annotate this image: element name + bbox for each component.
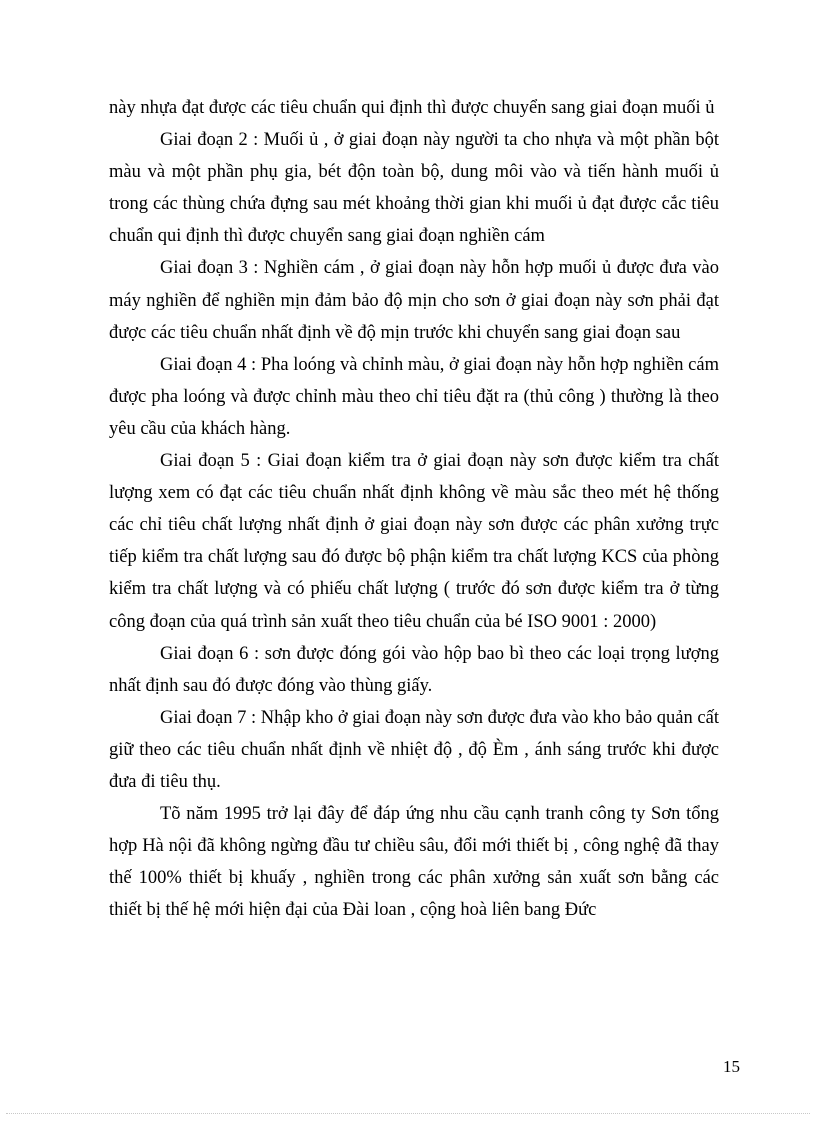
page-bottom-border	[6, 1113, 810, 1114]
paragraph-stage-2: Giai đoạn 2 : Muối ủ , ở giai đoạn này người ta cho nhựa và một phần bột màu và một phần phụ gia, bét độn toàn bộ, dung môi vào và tiến hành muối ủ trong các thùng chứa đựng sau mét khoảng thời gian khi muối ủ đạt được cắc tiêu chuẩn qui định thì được chuyển sang giai đoạn nghiền cám	[109, 130, 719, 247]
paragraph-investment: Tõ năm 1995 trở lại đây để đáp ứng nhu cầu cạnh tranh công ty Sơn tổng hợp Hà nội đã không ngừng đầu tư chiều sâu, đổi mới thiết bị , công nghệ đã thay thế 100% thiết bị khuấy , nghiền trong các phân xưởng sản xuất sơn bằng các thiết bị thế hệ mới hiện đại của Đài loan , cộng hoà liên bang Đức	[109, 804, 719, 921]
paragraph-stage-3: Giai đoạn 3 : Nghiền cám , ở giai đoạn này hỗn hợp muối ủ được đưa vào máy nghiền để nghiền mịn đảm bảo độ mịn cho sơn ở giai đoạn này sơn phải đạt được các tiêu chuẩn nhất định về độ mịn trước khi chuyển sang giai đoạn sau	[109, 258, 719, 343]
paragraph-stage-7: Giai đoạn 7 : Nhập kho ở giai đoạn này sơn được đưa vào kho bảo quản cất giữ theo các tiêu chuẩn nhất định về nhiệt độ , độ Èm , ánh sáng trước khi được đưa đi tiêu thụ.	[109, 707, 719, 792]
paragraph-stage-4: Giai đoạn 4 : Pha loóng và chỉnh màu, ở giai đoạn này hỗn hợp nghiền cám được pha loóng và được chỉnh màu theo chỉ tiêu đặt ra (thủ công ) thường là theo yêu cầu của khách hàng.	[109, 354, 719, 439]
body-text	[109, 92, 719, 926]
paragraph-stage-6: Giai đoạn 6 : sơn được đóng gói vào hộp bao bì theo các loại trọng lượng nhất định sau đó được đóng vào thùng giấy.	[109, 643, 719, 696]
paragraph-stage-5: Giai đoạn 5 : Giai đoạn kiểm tra ở giai đoạn này sơn được kiểm tra chất lượng xem có đạt các tiêu chuẩn nhất định không về màu sắc theo mét hệ thống các chỉ tiêu chất lượng nhất định ở giai đoạn này sơn được các phân xưởng trực tiếp kiểm tra chất lượng sau đó được bộ phận kiểm tra chất lượng KCS của phòng kiểm tra chất lượng và có phiếu chất lượng ( trước đó sơn được kiểm tra ở từng công đoạn của quá trình sản xuất theo tiêu chuẩn của bé ISO 9001 : 2000)	[109, 451, 719, 632]
paragraph-continuation: này nhựa đạt được các tiêu chuẩn qui định thì được chuyển sang giai đoạn muối ủ	[109, 98, 715, 118]
page-number: 15	[723, 1057, 740, 1076]
